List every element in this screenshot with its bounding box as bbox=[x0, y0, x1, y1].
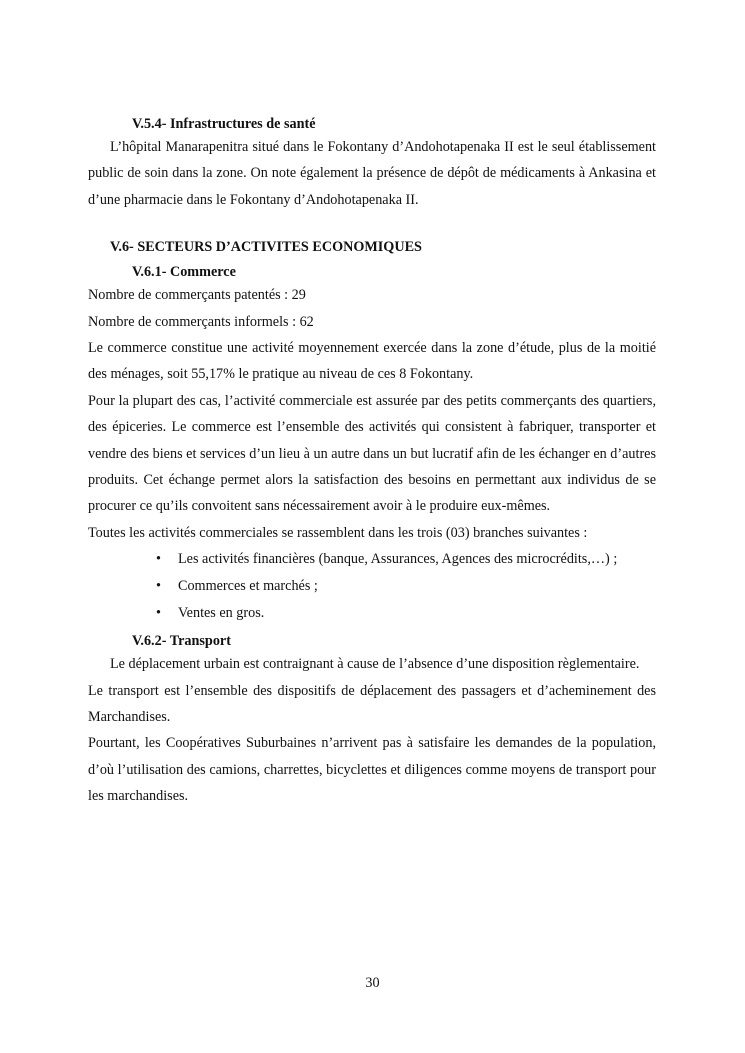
heading-commerce: V.6.1- Commerce bbox=[132, 264, 236, 281]
commercants-patentes: Nombre de commerçants patentés : 29 bbox=[88, 287, 306, 304]
list-item-text: Commerces et marchés ; bbox=[178, 578, 318, 595]
list-item-text: Ventes en gros. bbox=[178, 605, 265, 622]
branches-list bbox=[88, 546, 656, 627]
heading-infrastructures-sante: V.5.4- Infrastructures de santé bbox=[132, 116, 316, 132]
bullet-icon: • bbox=[156, 578, 161, 595]
list-item bbox=[88, 573, 656, 600]
paragraph-commerce-1: Le commerce constitue une activité moyennement exercée dans la zone d’étude, plus de la moitié des ménages, soit 55,17% le pratique au niveau de ces 8 Fokontany. bbox=[88, 340, 656, 383]
paragraph-infrastructures-sante: L’hôpital Manarapenitra situé dans le Fokontany d’Andohotapenaka II est le seul établissement public de soin dans la zone. On note également la présence de dépôt de médicaments à Ankasina et d’une pharmacie dans le Fokontany d’Andohotapenaka II. bbox=[88, 139, 656, 208]
paragraph-transport-1: Le déplacement urbain est contraignant à cause de l’absence d’une disposition règlementaire. bbox=[110, 656, 640, 673]
paragraph-transport-3: Pourtant, les Coopératives Suburbaines n’arrivent pas à satisfaire les demandes de la population, d’où l’utilisation des camions, charrettes, bicyclettes et diligences comme moyens de transport pour les marchandises. bbox=[88, 735, 656, 805]
branches-intro: Toutes les activités commerciales se rassemblent dans les trois (03) branches suivantes : bbox=[88, 524, 588, 541]
list-item bbox=[88, 600, 656, 627]
page-number: 30 bbox=[365, 975, 380, 991]
list-item-text: Les activités financières (banque, Assurances, Agences des microcrédits,…) ; bbox=[178, 551, 618, 568]
bullet-icon: • bbox=[156, 551, 161, 568]
document-body bbox=[88, 114, 656, 810]
bullet-icon: • bbox=[156, 605, 161, 622]
paragraph-commerce-2: Pour la plupart des cas, l’activité commerciale est assurée par des petits commerçants des quartiers, des épiceries. Le commerce est l’ensemble des activités qui consistent à fabriquer, transporter et vendre des biens et services d’un lieu à un autre dans un but lucratif afin de les échanger en d’autres produits. Cet échange permet alors la satisfaction des besoins en permettant aux individus de se procurer ce qu’ils convoitent sans nécessairement avoir à le produire eux-mêmes. bbox=[88, 392, 656, 515]
heading-secteurs-activites: V.6- SECTEURS D’ACTIVITES ECONOMIQUES bbox=[110, 239, 422, 256]
list-item bbox=[88, 546, 656, 573]
paragraph-transport-2: Le transport est l’ensemble des dispositifs de déplacement des passagers et d’acheminement des Marchandises. bbox=[88, 682, 656, 726]
commercants-informels: Nombre de commerçants informels : 62 bbox=[88, 313, 314, 330]
heading-transport: V.6.2- Transport bbox=[132, 633, 231, 650]
